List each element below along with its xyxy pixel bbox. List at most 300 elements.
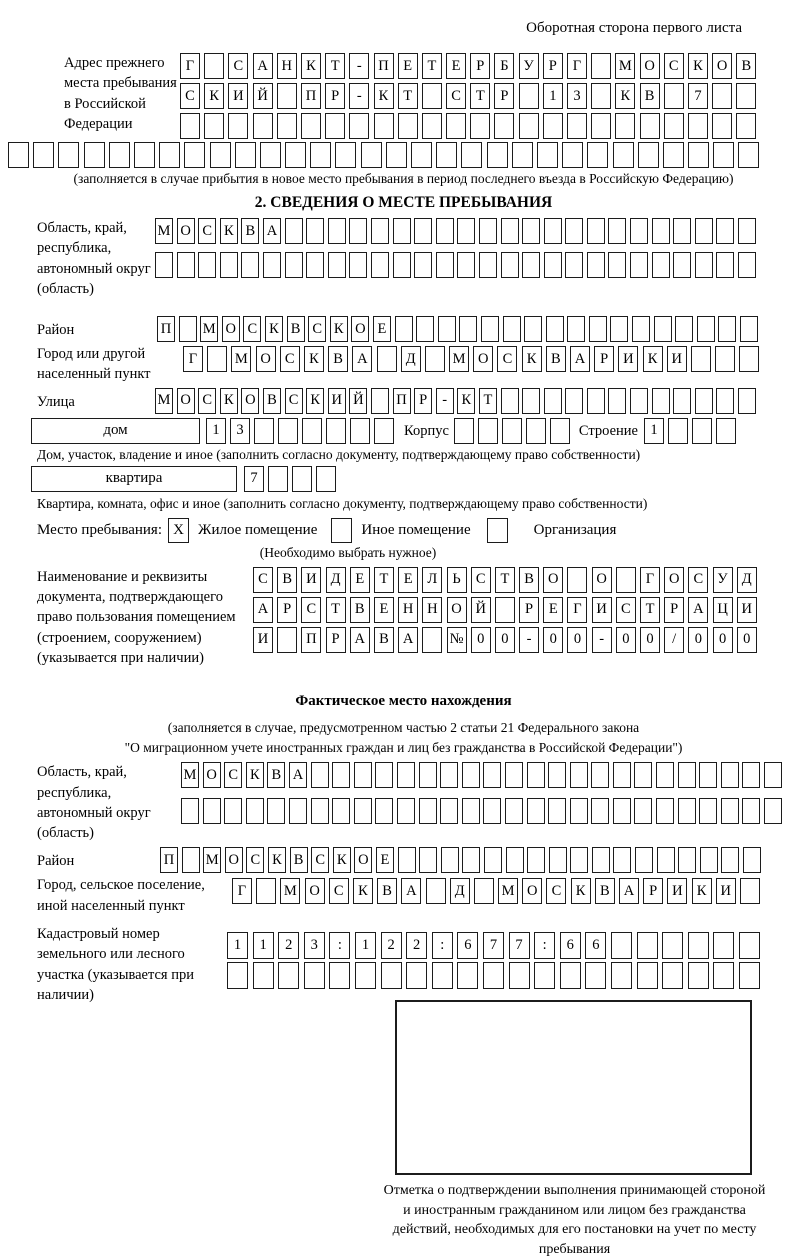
char-cell[interactable] — [454, 418, 474, 444]
char-cell[interactable] — [668, 418, 688, 444]
char-cell[interactable] — [501, 252, 519, 278]
char-cell[interactable] — [652, 218, 670, 244]
char-cell[interactable]: В — [640, 83, 660, 109]
char-cell[interactable] — [426, 878, 446, 904]
char-cell[interactable] — [349, 218, 367, 244]
char-cell[interactable] — [285, 218, 303, 244]
char-cell[interactable] — [377, 346, 397, 372]
char-cell[interactable]: В — [241, 218, 259, 244]
char-cell[interactable]: Й — [253, 83, 273, 109]
char-cell[interactable]: 0 — [471, 627, 491, 653]
char-cell[interactable]: Б — [494, 53, 514, 79]
char-cell[interactable]: С — [228, 53, 248, 79]
char-cell[interactable] — [656, 798, 674, 824]
char-cell[interactable]: Д — [326, 567, 346, 593]
char-cell[interactable]: О — [225, 847, 243, 873]
char-cell[interactable]: 1 — [644, 418, 664, 444]
char-cell[interactable]: К — [301, 53, 321, 79]
char-cell[interactable]: П — [393, 388, 411, 414]
char-cell[interactable] — [292, 466, 312, 492]
char-cell[interactable] — [695, 252, 713, 278]
char-cell[interactable] — [246, 798, 264, 824]
char-cell[interactable] — [278, 418, 298, 444]
char-cell[interactable]: М — [155, 388, 173, 414]
char-cell[interactable]: : — [432, 932, 453, 959]
char-cell[interactable]: В — [328, 346, 348, 372]
char-cell[interactable] — [663, 142, 684, 168]
char-cell[interactable]: С — [253, 567, 273, 593]
char-cell[interactable] — [739, 932, 760, 959]
char-cell[interactable]: А — [619, 878, 639, 904]
char-cell[interactable] — [277, 627, 297, 653]
char-cell[interactable]: М — [181, 762, 199, 788]
char-cell[interactable]: С — [446, 83, 466, 109]
char-cell[interactable] — [713, 962, 734, 989]
char-cell[interactable] — [695, 218, 713, 244]
char-cell[interactable]: В — [595, 878, 615, 904]
char-cell[interactable]: И — [716, 878, 736, 904]
char-cell[interactable]: - — [349, 53, 369, 79]
char-cell[interactable] — [419, 798, 437, 824]
char-cell[interactable] — [505, 798, 523, 824]
char-cell[interactable] — [652, 388, 670, 414]
char-cell[interactable]: О — [305, 878, 325, 904]
char-cell[interactable]: К — [304, 346, 324, 372]
char-cell[interactable] — [764, 762, 782, 788]
char-cell[interactable] — [501, 218, 519, 244]
char-cell[interactable]: Р — [414, 388, 432, 414]
char-cell[interactable] — [591, 53, 611, 79]
char-cell[interactable] — [688, 962, 709, 989]
char-cell[interactable] — [235, 142, 256, 168]
char-cell[interactable] — [84, 142, 105, 168]
char-cell[interactable] — [481, 316, 499, 342]
char-cell[interactable]: К — [374, 83, 394, 109]
char-cell[interactable] — [289, 798, 307, 824]
char-cell[interactable]: В — [287, 316, 305, 342]
char-cell[interactable]: Ц — [713, 597, 733, 623]
char-cell[interactable] — [277, 83, 297, 109]
char-cell[interactable] — [565, 388, 583, 414]
char-cell[interactable] — [662, 932, 683, 959]
char-cell[interactable] — [567, 567, 587, 593]
char-cell[interactable] — [33, 142, 54, 168]
char-cell[interactable] — [716, 388, 734, 414]
char-cell[interactable]: О — [664, 567, 684, 593]
char-cell[interactable]: 0 — [567, 627, 587, 653]
char-cell[interactable]: Р — [326, 627, 346, 653]
char-cell[interactable]: П — [157, 316, 175, 342]
char-cell[interactable] — [688, 113, 708, 139]
char-cell[interactable]: Г — [232, 878, 252, 904]
char-cell[interactable] — [478, 418, 498, 444]
char-cell[interactable]: Й — [349, 388, 367, 414]
char-cell[interactable] — [587, 388, 605, 414]
char-cell[interactable] — [180, 113, 200, 139]
char-cell[interactable] — [277, 113, 297, 139]
char-cell[interactable]: С — [664, 53, 684, 79]
char-cell[interactable] — [184, 142, 205, 168]
char-cell[interactable]: О — [640, 53, 660, 79]
char-cell[interactable]: Т — [422, 53, 442, 79]
char-cell[interactable] — [479, 252, 497, 278]
char-cell[interactable] — [637, 932, 658, 959]
char-cell[interactable] — [549, 847, 567, 873]
char-cell[interactable] — [411, 142, 432, 168]
char-cell[interactable]: Е — [374, 597, 394, 623]
char-cell[interactable]: Д — [450, 878, 470, 904]
char-cell[interactable]: О — [351, 316, 369, 342]
char-cell[interactable]: С — [180, 83, 200, 109]
char-cell[interactable]: И — [228, 83, 248, 109]
char-cell[interactable] — [654, 316, 672, 342]
char-cell[interactable]: В — [736, 53, 756, 79]
char-cell[interactable]: К — [204, 83, 224, 109]
checkbox-inoe[interactable] — [331, 518, 352, 543]
char-cell[interactable] — [738, 142, 759, 168]
char-cell[interactable] — [361, 142, 382, 168]
char-cell[interactable]: : — [329, 932, 350, 959]
char-cell[interactable] — [224, 798, 242, 824]
char-cell[interactable] — [716, 252, 734, 278]
char-cell[interactable] — [425, 346, 445, 372]
char-cell[interactable]: - — [349, 83, 369, 109]
char-cell[interactable] — [657, 847, 675, 873]
char-cell[interactable] — [721, 762, 739, 788]
char-cell[interactable] — [721, 847, 739, 873]
char-cell[interactable]: И — [592, 597, 612, 623]
char-cell[interactable] — [585, 962, 606, 989]
char-cell[interactable]: С — [308, 316, 326, 342]
char-cell[interactable] — [544, 252, 562, 278]
char-cell[interactable] — [544, 388, 562, 414]
char-cell[interactable]: Е — [446, 53, 466, 79]
char-cell[interactable]: 1 — [355, 932, 376, 959]
char-cell[interactable] — [487, 142, 508, 168]
char-cell[interactable]: И — [618, 346, 638, 372]
char-cell[interactable]: 7 — [688, 83, 708, 109]
char-cell[interactable]: О — [543, 567, 563, 593]
char-cell[interactable] — [354, 798, 372, 824]
char-cell[interactable]: 3 — [304, 932, 325, 959]
char-cell[interactable] — [716, 218, 734, 244]
char-cell[interactable] — [457, 218, 475, 244]
char-cell[interactable] — [721, 798, 739, 824]
char-cell[interactable]: 0 — [713, 627, 733, 653]
char-cell[interactable] — [462, 847, 480, 873]
char-cell[interactable]: Т — [325, 53, 345, 79]
char-cell[interactable] — [316, 466, 336, 492]
char-cell[interactable]: Р — [325, 83, 345, 109]
char-cell[interactable]: А — [352, 346, 372, 372]
char-cell[interactable] — [519, 113, 539, 139]
char-cell[interactable] — [712, 113, 732, 139]
char-cell[interactable] — [310, 142, 331, 168]
char-cell[interactable] — [740, 878, 760, 904]
char-cell[interactable]: И — [301, 567, 321, 593]
char-cell[interactable]: Р — [470, 53, 490, 79]
char-cell[interactable]: О — [203, 762, 221, 788]
char-cell[interactable] — [505, 762, 523, 788]
char-cell[interactable]: 7 — [483, 932, 504, 959]
char-cell[interactable]: Г — [640, 567, 660, 593]
char-cell[interactable]: 2 — [278, 932, 299, 959]
char-cell[interactable]: А — [401, 878, 421, 904]
char-cell[interactable]: И — [328, 388, 346, 414]
char-cell[interactable] — [548, 762, 566, 788]
char-cell[interactable]: К — [333, 847, 351, 873]
char-cell[interactable]: А — [263, 218, 281, 244]
char-cell[interactable]: М — [200, 316, 218, 342]
char-cell[interactable] — [512, 142, 533, 168]
char-cell[interactable] — [546, 316, 564, 342]
char-cell[interactable] — [329, 962, 350, 989]
char-cell[interactable]: С — [311, 847, 329, 873]
char-cell[interactable] — [461, 142, 482, 168]
char-cell[interactable] — [109, 142, 130, 168]
char-cell[interactable] — [565, 252, 583, 278]
char-cell[interactable] — [494, 113, 514, 139]
char-cell[interactable] — [204, 113, 224, 139]
char-cell[interactable] — [375, 798, 393, 824]
char-cell[interactable] — [699, 798, 717, 824]
char-cell[interactable]: О — [354, 847, 372, 873]
char-cell[interactable] — [457, 252, 475, 278]
char-cell[interactable] — [739, 346, 759, 372]
char-cell[interactable] — [436, 218, 454, 244]
char-cell[interactable]: М — [280, 878, 300, 904]
char-cell[interactable]: В — [263, 388, 281, 414]
char-cell[interactable] — [587, 218, 605, 244]
char-cell[interactable] — [713, 142, 734, 168]
char-cell[interactable]: С — [198, 388, 216, 414]
char-cell[interactable] — [718, 316, 736, 342]
char-cell[interactable] — [613, 847, 631, 873]
char-cell[interactable] — [739, 962, 760, 989]
char-cell[interactable] — [610, 316, 628, 342]
char-cell[interactable] — [652, 252, 670, 278]
char-cell[interactable] — [635, 847, 653, 873]
char-cell[interactable] — [371, 218, 389, 244]
char-cell[interactable]: И — [253, 627, 273, 653]
char-cell[interactable] — [630, 388, 648, 414]
char-cell[interactable] — [587, 142, 608, 168]
char-cell[interactable] — [210, 142, 231, 168]
char-cell[interactable] — [446, 113, 466, 139]
char-cell[interactable] — [743, 847, 761, 873]
char-cell[interactable]: А — [688, 597, 708, 623]
char-cell[interactable] — [263, 252, 281, 278]
char-cell[interactable]: О — [522, 878, 542, 904]
char-cell[interactable]: Е — [350, 567, 370, 593]
char-cell[interactable]: Й — [471, 597, 491, 623]
char-cell[interactable]: О — [256, 346, 276, 372]
char-cell[interactable] — [738, 388, 756, 414]
char-cell[interactable] — [522, 388, 540, 414]
char-cell[interactable] — [326, 418, 346, 444]
char-cell[interactable] — [306, 218, 324, 244]
char-cell[interactable] — [543, 113, 563, 139]
char-cell[interactable] — [332, 762, 350, 788]
char-cell[interactable]: Т — [326, 597, 346, 623]
char-cell[interactable] — [713, 932, 734, 959]
char-cell[interactable] — [502, 418, 522, 444]
char-cell[interactable]: К — [246, 762, 264, 788]
char-cell[interactable] — [716, 418, 736, 444]
char-cell[interactable] — [503, 316, 521, 342]
char-cell[interactable]: О — [592, 567, 612, 593]
char-cell[interactable] — [204, 53, 224, 79]
char-cell[interactable] — [304, 962, 325, 989]
char-cell[interactable] — [462, 762, 480, 788]
char-cell[interactable]: Е — [376, 847, 394, 873]
char-cell[interactable] — [640, 113, 660, 139]
char-cell[interactable]: И — [737, 597, 757, 623]
char-cell[interactable]: О — [177, 218, 195, 244]
char-cell[interactable]: С — [688, 567, 708, 593]
char-cell[interactable]: Т — [479, 388, 497, 414]
char-cell[interactable]: 2 — [406, 932, 427, 959]
char-cell[interactable] — [570, 847, 588, 873]
char-cell[interactable]: 0 — [543, 627, 563, 653]
char-cell[interactable]: К — [457, 388, 475, 414]
char-cell[interactable]: М — [449, 346, 469, 372]
char-cell[interactable]: В — [374, 627, 394, 653]
char-cell[interactable] — [527, 847, 545, 873]
char-cell[interactable] — [328, 218, 346, 244]
char-cell[interactable] — [613, 142, 634, 168]
char-cell[interactable] — [457, 962, 478, 989]
char-cell[interactable]: К — [268, 847, 286, 873]
char-cell[interactable] — [393, 252, 411, 278]
char-cell[interactable]: О — [473, 346, 493, 372]
char-cell[interactable] — [325, 113, 345, 139]
char-cell[interactable] — [611, 932, 632, 959]
checkbox-zhiloe[interactable]: X — [168, 518, 189, 543]
char-cell[interactable] — [742, 762, 760, 788]
char-cell[interactable] — [398, 847, 416, 873]
char-cell[interactable]: К — [615, 83, 635, 109]
char-cell[interactable] — [397, 798, 415, 824]
char-cell[interactable]: Г — [183, 346, 203, 372]
char-cell[interactable] — [436, 142, 457, 168]
char-cell[interactable]: 6 — [585, 932, 606, 959]
char-cell[interactable] — [662, 962, 683, 989]
char-cell[interactable] — [422, 627, 442, 653]
char-cell[interactable]: К — [688, 53, 708, 79]
char-cell[interactable] — [422, 113, 442, 139]
char-cell[interactable] — [483, 962, 504, 989]
char-cell[interactable] — [506, 847, 524, 873]
char-cell[interactable] — [526, 418, 546, 444]
char-cell[interactable] — [354, 762, 372, 788]
char-cell[interactable]: 1 — [206, 418, 226, 444]
char-cell[interactable] — [562, 142, 583, 168]
char-cell[interactable] — [675, 316, 693, 342]
char-cell[interactable]: К — [643, 346, 663, 372]
char-cell[interactable]: В — [290, 847, 308, 873]
char-cell[interactable]: / — [664, 627, 684, 653]
char-cell[interactable] — [479, 218, 497, 244]
char-cell[interactable] — [440, 762, 458, 788]
char-cell[interactable]: С — [616, 597, 636, 623]
char-cell[interactable]: Н — [277, 53, 297, 79]
char-cell[interactable]: Ь — [447, 567, 467, 593]
char-cell[interactable] — [198, 252, 216, 278]
char-cell[interactable]: О — [222, 316, 240, 342]
checkbox-organizatsiya[interactable] — [487, 518, 508, 543]
char-cell[interactable] — [637, 962, 658, 989]
char-cell[interactable] — [335, 142, 356, 168]
char-cell[interactable]: О — [447, 597, 467, 623]
char-cell[interactable] — [738, 218, 756, 244]
char-cell[interactable]: 0 — [495, 627, 515, 653]
char-cell[interactable] — [260, 142, 281, 168]
char-cell[interactable] — [570, 762, 588, 788]
char-cell[interactable] — [608, 388, 626, 414]
char-cell[interactable] — [459, 316, 477, 342]
char-cell[interactable] — [560, 962, 581, 989]
char-cell[interactable] — [591, 762, 609, 788]
char-cell[interactable] — [393, 218, 411, 244]
char-cell[interactable] — [432, 962, 453, 989]
char-cell[interactable]: К — [265, 316, 283, 342]
char-cell[interactable] — [664, 83, 684, 109]
char-cell[interactable] — [381, 962, 402, 989]
char-cell[interactable] — [436, 252, 454, 278]
char-cell[interactable] — [550, 418, 570, 444]
char-cell[interactable] — [678, 762, 696, 788]
char-cell[interactable] — [736, 83, 756, 109]
char-cell[interactable] — [182, 847, 200, 873]
char-cell[interactable] — [349, 252, 367, 278]
char-cell[interactable] — [673, 252, 691, 278]
char-cell[interactable]: 6 — [457, 932, 478, 959]
char-cell[interactable]: П — [301, 83, 321, 109]
char-cell[interactable] — [462, 798, 480, 824]
char-cell[interactable] — [613, 762, 631, 788]
char-cell[interactable] — [570, 798, 588, 824]
char-cell[interactable]: В — [277, 567, 297, 593]
char-cell[interactable]: Е — [398, 53, 418, 79]
char-cell[interactable]: К — [353, 878, 373, 904]
char-cell[interactable] — [134, 142, 155, 168]
char-cell[interactable] — [495, 597, 515, 623]
char-cell[interactable] — [374, 418, 394, 444]
char-cell[interactable]: Р — [543, 53, 563, 79]
char-cell[interactable] — [715, 346, 735, 372]
char-cell[interactable]: 1 — [543, 83, 563, 109]
char-cell[interactable]: В — [350, 597, 370, 623]
char-cell[interactable] — [311, 798, 329, 824]
char-cell[interactable] — [253, 962, 274, 989]
char-cell[interactable] — [738, 252, 756, 278]
char-cell[interactable]: О — [712, 53, 732, 79]
char-cell[interactable] — [350, 418, 370, 444]
char-cell[interactable] — [740, 316, 758, 342]
char-cell[interactable] — [371, 252, 389, 278]
char-cell[interactable]: С — [280, 346, 300, 372]
char-cell[interactable]: С — [301, 597, 321, 623]
char-cell[interactable]: К — [330, 316, 348, 342]
char-cell[interactable] — [474, 878, 494, 904]
char-cell[interactable] — [375, 762, 393, 788]
char-cell[interactable]: К — [522, 346, 542, 372]
char-cell[interactable]: М — [203, 847, 221, 873]
char-cell[interactable]: В — [267, 762, 285, 788]
char-cell[interactable] — [268, 466, 288, 492]
char-cell[interactable] — [440, 798, 458, 824]
